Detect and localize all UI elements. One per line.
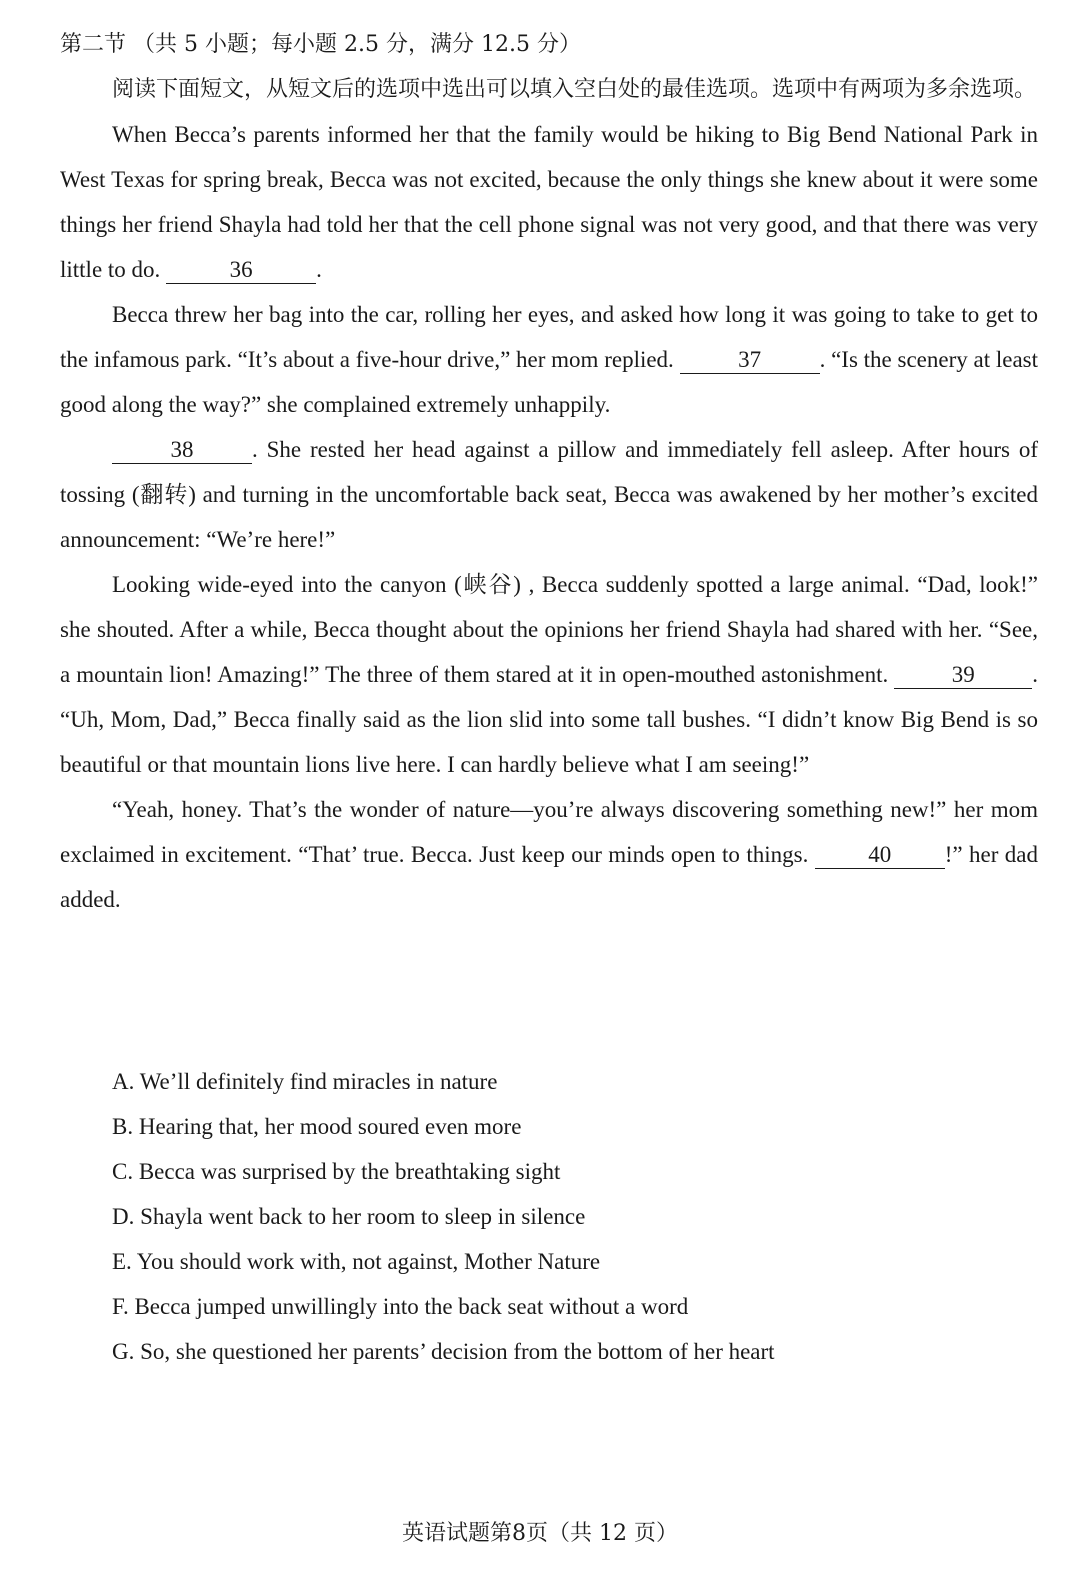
paragraph-4 [60,562,1038,787]
paragraph-2-text: Becca threw her bag into the car, rolling her eyes, and asked how long it was going to take to get to the infamous park. “It’s about a five-hour drive,” her mom replied. [60,302,1038,372]
instructions: 阅读下面短文，从短文后的选项中选出可以填入空白处的最佳选项。选项中有两项为多余选项。 [112,77,1037,102]
paragraph-4-after: . “Uh, Mom, Dad,” Becca finally said as the lion slid into some tall bushes. “I didn’t know Big Bend is so beautiful or that mountain lions live here. I can hardly believe what I am seeing!” [60,662,1039,777]
paragraph-4-text: Looking wide-eyed into the canyon (峡谷) , Becca suddenly spotted a large animal. “Dad, look!” she shouted. After a while, Becca thought about the opinions her friend Shayla had shared with her. “See, a mountain lion! Amazing!” The three of them stared at it in open-mouthed astonishment. [60,572,1038,687]
paragraph-5-after: !” her dad added. [60,842,1038,912]
option-d: D. Shayla went back to her room to sleep in silence [112,1204,586,1229]
section-title: 第二节 [60,32,127,57]
blank-36: 36 [166,257,316,284]
paragraph-1-after: . [316,257,322,282]
paragraph-1 [60,112,1038,292]
paragraph-1-text: When Becca’s parents informed her that the family would be hiking to Big Bend National Park in West Texas for spring break, Becca was not excited, because the only things she knew about it were some things her friend Shayla had told her that the cell phone signal was not very good, and that there was very little to do. [60,122,1038,282]
reading-passage [60,112,1038,922]
blank-37: 37 [680,347,820,374]
answer-options [112,1059,775,1374]
paragraph-5 [60,787,1038,922]
paragraph-3-after: . She rested her head against a pillow and immediately fell asleep. After hours of tossing (翻转) and turning in the uncomfortable back seat, Becca was awakened by her mother’s excited announcement: “We’re here!” [60,437,1038,552]
blank-39: 39 [894,662,1032,689]
blank-40: 40 [815,842,945,869]
paragraph-2 [60,292,1038,427]
page-footer: 英语试题第8页（共 12 页） [402,1521,678,1546]
section-info: （共 5 小题；每小题 2.5 分，满分 12.5 分） [133,32,581,57]
option-b: B. Hearing that, her mood soured even more [112,1114,522,1139]
option-a: A. We’ll definitely find miracles in nature [112,1069,498,1094]
option-e: E. You should work with, not against, Mother Nature [112,1249,601,1274]
option-g: G. So, she questioned her parents’ decision from the bottom of her heart [112,1339,775,1364]
exam-page [60,22,1038,922]
paragraph-5-text: “Yeah, honey. That’s the wonder of nature—you’re always discovering something new!” her mom exclaimed in excitement. “That’ true. Becca. Just keep our minds open to things. [60,797,1038,867]
option-c: C. Becca was surprised by the breathtaking sight [112,1159,561,1184]
section-header [60,22,1038,67]
paragraph-2-after: . “Is the scenery at least good along the way?” she complained extremely unhappily. [60,347,1038,417]
paragraph-3 [60,427,1038,562]
option-f: F. Becca jumped unwillingly into the back seat without a word [112,1294,689,1319]
blank-38: 38 [112,437,252,464]
